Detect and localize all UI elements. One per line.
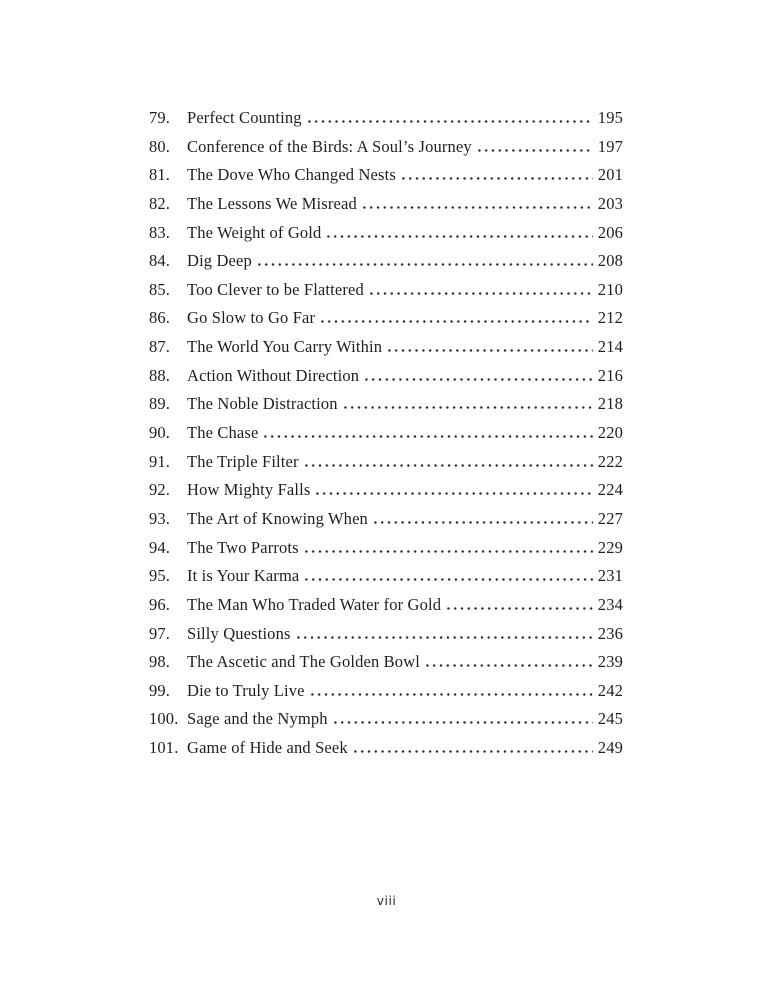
- toc-entry: [149, 505, 623, 534]
- toc-dot-leader: [325, 235, 592, 238]
- toc-entry-page: 242: [597, 680, 623, 700]
- toc-entry-title: The Art of Knowing When: [187, 508, 368, 528]
- toc-dot-leader: [303, 464, 593, 467]
- toc-entry-title: The Chase: [187, 423, 259, 443]
- toc-entry: [149, 161, 623, 190]
- toc-entry-page: 210: [597, 279, 623, 299]
- toc-entry-page: 227: [597, 508, 623, 528]
- toc-entry-page: 208: [597, 251, 623, 271]
- toc-entry-title: The Lessons We Misread: [187, 193, 357, 213]
- toc-entry: [149, 448, 623, 477]
- toc-entry-title: Sage and the Nymph: [187, 709, 328, 729]
- toc-entry: [149, 247, 623, 276]
- toc-entry-number: 87.: [149, 337, 171, 357]
- toc-entry-title: Game of Hide and Seek: [187, 738, 348, 758]
- toc-dot-leader: [332, 721, 593, 724]
- toc-dot-leader: [295, 636, 593, 639]
- toc-dot-leader: [319, 320, 593, 323]
- toc-entry-number: 96.: [149, 594, 171, 614]
- toc-entry-title: Too Clever to be Flattered: [187, 279, 364, 299]
- toc-entry-title: Die to Truly Live: [187, 680, 305, 700]
- toc-entry-page: 231: [597, 566, 623, 586]
- toc-dot-leader: [361, 206, 593, 209]
- toc-entry-number: 81.: [149, 165, 171, 185]
- toc-entry-page: 249: [597, 738, 623, 758]
- toc-dot-leader: [306, 120, 593, 123]
- toc-entry: [149, 705, 623, 734]
- toc-entry-title: Dig Deep: [187, 251, 252, 271]
- toc-entry-title: How Mighty Falls: [187, 480, 311, 500]
- toc-dot-leader: [363, 378, 593, 381]
- toc-entry: [149, 304, 623, 333]
- toc-entry-title: Go Slow to Go Far: [187, 308, 316, 328]
- toc-entry-page: 201: [597, 165, 623, 185]
- toc-entry: [149, 133, 623, 162]
- toc-entry-page: 229: [597, 537, 623, 557]
- toc-dot-leader: [372, 521, 593, 524]
- toc-dot-leader: [368, 292, 593, 295]
- toc-dot-leader: [314, 492, 592, 495]
- toc-entry-page: 216: [597, 365, 623, 385]
- toc-entry-title: Action Without Direction: [187, 365, 360, 385]
- toc-dot-leader: [303, 550, 593, 553]
- toc-entry-number: 80.: [149, 136, 171, 156]
- toc-entry: [149, 276, 623, 305]
- toc-entry-number: 86.: [149, 308, 171, 328]
- toc-entry-page: 214: [597, 337, 623, 357]
- toc-entry: [149, 219, 623, 248]
- toc-entry-number: 100.: [149, 709, 179, 729]
- toc-entry-page: 203: [597, 193, 623, 213]
- toc-entry: [149, 390, 623, 419]
- toc-entry-number: 95.: [149, 566, 171, 586]
- toc-dot-leader: [476, 149, 593, 152]
- toc-entry-page: 220: [597, 423, 623, 443]
- toc-entry-number: 101.: [149, 738, 179, 758]
- toc-entry-number: 93.: [149, 508, 171, 528]
- toc-entry: [149, 534, 623, 563]
- toc-entry-number: 82.: [149, 193, 171, 213]
- toc-dot-leader: [262, 435, 592, 438]
- toc-entry-number: 88.: [149, 365, 171, 385]
- toc-entry-title: Silly Questions: [187, 623, 291, 643]
- toc-entry-title: The Man Who Traded Water for Gold: [187, 594, 442, 614]
- toc-entry-number: 83.: [149, 222, 171, 242]
- toc-entry-number: 92.: [149, 480, 171, 500]
- toc-entry-page: 195: [597, 108, 623, 127]
- toc-entry: [149, 677, 623, 706]
- toc-dot-leader: [303, 578, 592, 581]
- toc-entry: [149, 648, 623, 677]
- toc-entry: [149, 104, 623, 133]
- toc-entry-page: 224: [597, 480, 623, 500]
- page-footer: [0, 893, 773, 908]
- toc-entry-title: The Ascetic and The Golden Bowl: [187, 652, 420, 672]
- toc-entry-page: 212: [597, 308, 623, 328]
- toc-entry-title: The Noble Distraction: [187, 394, 338, 414]
- toc-entry-title: It is Your Karma: [187, 566, 300, 586]
- toc-entry-number: 91.: [149, 451, 171, 471]
- toc-entry: [149, 419, 623, 448]
- toc-entry: [149, 190, 623, 219]
- toc-entry: [149, 620, 623, 649]
- toc-entry-number: 97.: [149, 623, 171, 643]
- toc-dot-leader: [386, 349, 593, 352]
- toc-entry-title: Perfect Counting: [187, 108, 302, 127]
- toc-entry-page: 236: [597, 623, 623, 643]
- toc-entry-title: The Two Parrots: [187, 537, 299, 557]
- toc-entry: [149, 362, 623, 391]
- toc-entry-page: 222: [597, 451, 623, 471]
- toc-entry: [149, 476, 623, 505]
- toc-dot-leader: [424, 664, 593, 667]
- toc-dot-leader: [256, 263, 593, 266]
- toc-entry-page: 234: [597, 594, 623, 614]
- toc-entry: [149, 333, 623, 362]
- toc-entry: [149, 562, 623, 591]
- toc-list: [149, 104, 623, 763]
- toc-dot-leader: [400, 177, 593, 180]
- folio-page-number: viii: [376, 893, 397, 908]
- toc-entry-number: 79.: [149, 108, 171, 127]
- toc-dot-leader: [352, 750, 593, 753]
- toc-entry-number: 85.: [149, 279, 171, 299]
- toc-entry-number: 99.: [149, 680, 171, 700]
- toc-entry-title: Conference of the Birds: A Soul’s Journey: [187, 136, 472, 156]
- toc-entry-page: 245: [597, 709, 623, 729]
- toc-dot-leader: [342, 406, 593, 409]
- toc-entry-number: 98.: [149, 652, 171, 672]
- toc-entry-page: 206: [597, 222, 623, 242]
- toc-dot-leader: [445, 607, 593, 610]
- toc-entry-page: 197: [597, 136, 623, 156]
- toc-entry-number: 90.: [149, 423, 171, 443]
- toc-entry-title: The Weight of Gold: [187, 222, 322, 242]
- toc-entry-page: 218: [597, 394, 623, 414]
- toc-entry-title: The World You Carry Within: [187, 337, 383, 357]
- toc-entry-title: The Dove Who Changed Nests: [187, 165, 396, 185]
- toc-entry-number: 84.: [149, 251, 171, 271]
- toc-entry: [149, 734, 623, 763]
- toc-entry-number: 89.: [149, 394, 171, 414]
- toc-entry-page: 239: [597, 652, 623, 672]
- toc-entry-title: The Triple Filter: [187, 451, 299, 471]
- toc-entry-number: 94.: [149, 537, 171, 557]
- toc-entry: [149, 591, 623, 620]
- toc-dot-leader: [309, 693, 593, 696]
